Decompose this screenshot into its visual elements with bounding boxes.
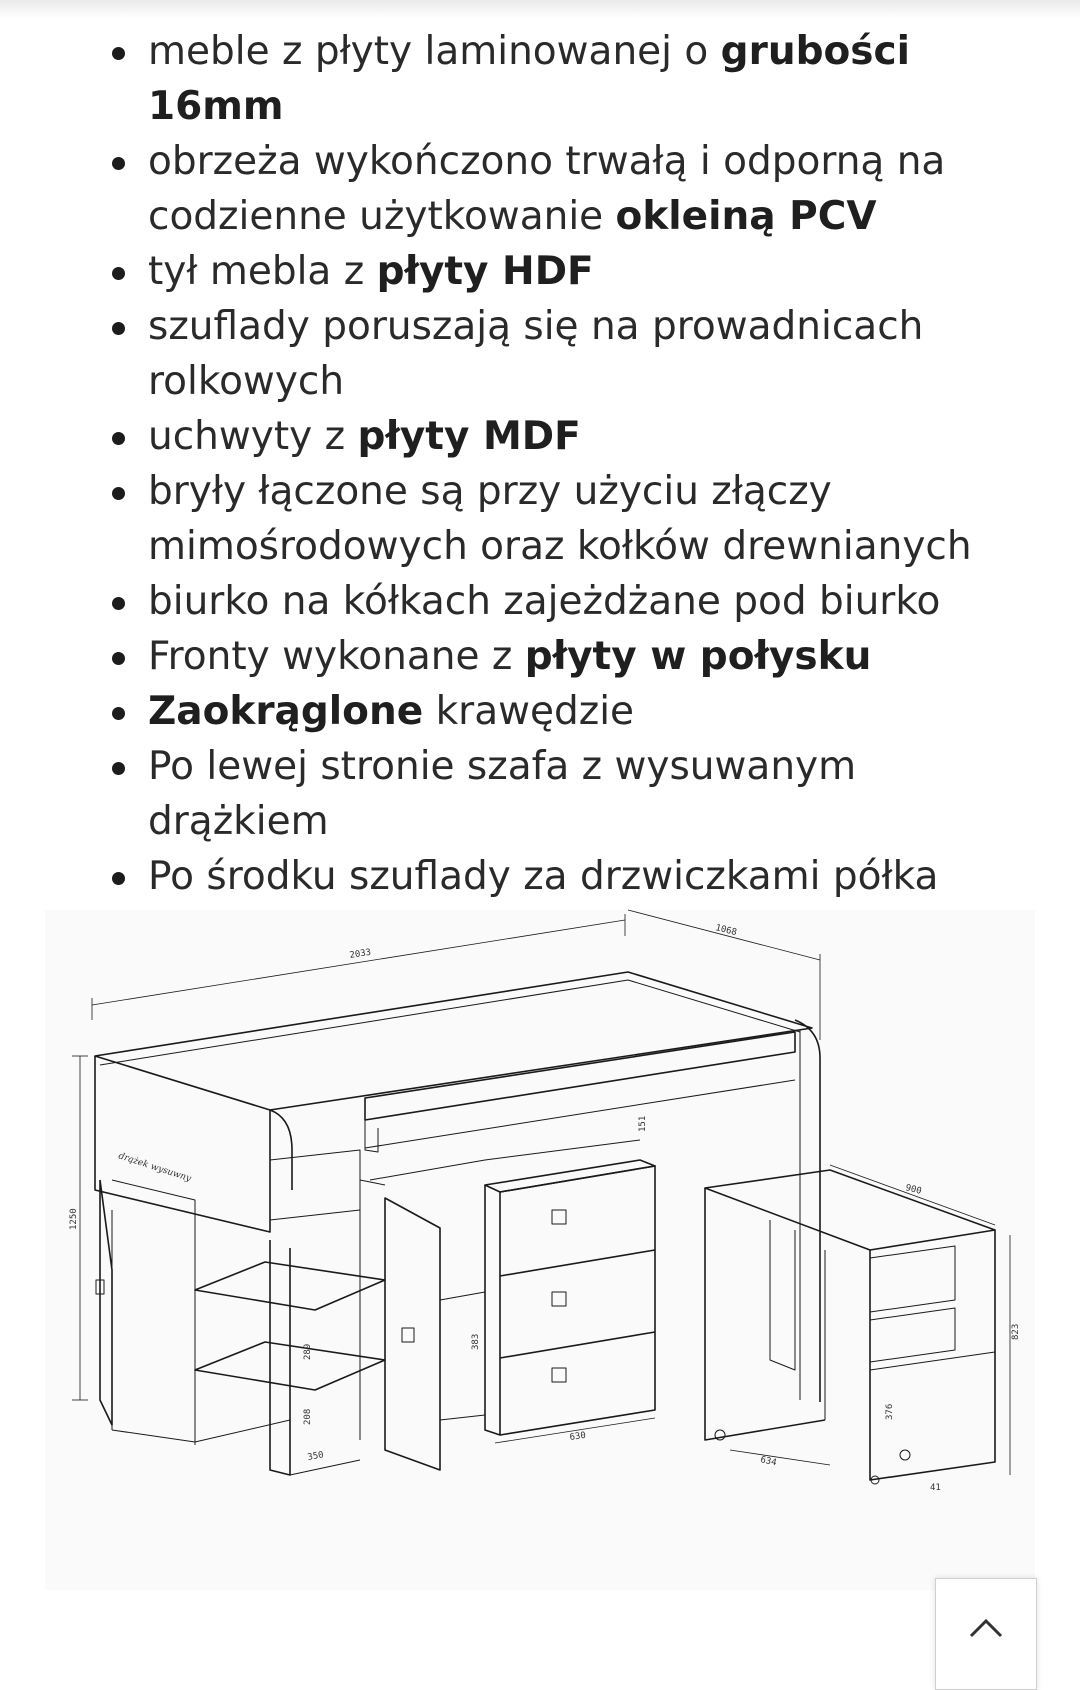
dim-step: 208 [303,1408,313,1425]
feature-list [108,24,1048,904]
top-shadow [0,0,1080,18]
chevron-up-icon [968,1617,1004,1639]
list-item: uchwyty z płyty MDF [108,409,1048,464]
list-item: tył mebla z płyty HDF [108,244,1048,299]
list-item: bryły łączone są przy użyciu złączy mimośrodowych oraz kołków drewnianych [108,464,1048,574]
furniture-technical-drawing [0,880,1080,1620]
list-item: meble z płyty laminowanej o grubości 16mm [108,24,1048,134]
dim-depth: 1068 [714,923,738,939]
list-item: szuflady poruszają się na prowadnicach rolkowych [108,299,1048,409]
note-label: drążek wysuwny [117,1151,193,1185]
dim-length: 2033 [348,947,372,961]
list-item: Po lewej stronie szafa z wysuwanym drążkiem [108,739,1048,849]
dim-step: 289 [303,1343,313,1360]
dim-desk-width: 900 [904,1183,923,1197]
dim-height: 1250 [69,1208,79,1230]
dim-desk: 41 [930,1483,941,1493]
list-item: biurko na kółkach zajeżdżane pod biurko [108,574,1048,629]
dim-shelf: 151 [638,1115,648,1132]
dim-desk: 634 [759,1455,778,1469]
list-item: Po środku szuflady za drzwiczkami półka [108,849,1048,904]
dim-cabinet: 383 [471,1333,481,1350]
list-item: Zaokrąglone krawędzie [108,684,1048,739]
dim-step: 350 [306,1450,325,1463]
dim-desk-height: 823 [1011,1323,1021,1340]
scroll-to-top-button[interactable] [935,1578,1037,1690]
list-item: obrzeża wykończono trwałą i odporną na codzienne użytkowanie okleiną PCV [108,134,1048,244]
dim-desk: 376 [885,1403,895,1420]
dim-drawer-width: 630 [569,1430,587,1443]
list-item: Fronty wykonane z płyty w połysku [108,629,1048,684]
